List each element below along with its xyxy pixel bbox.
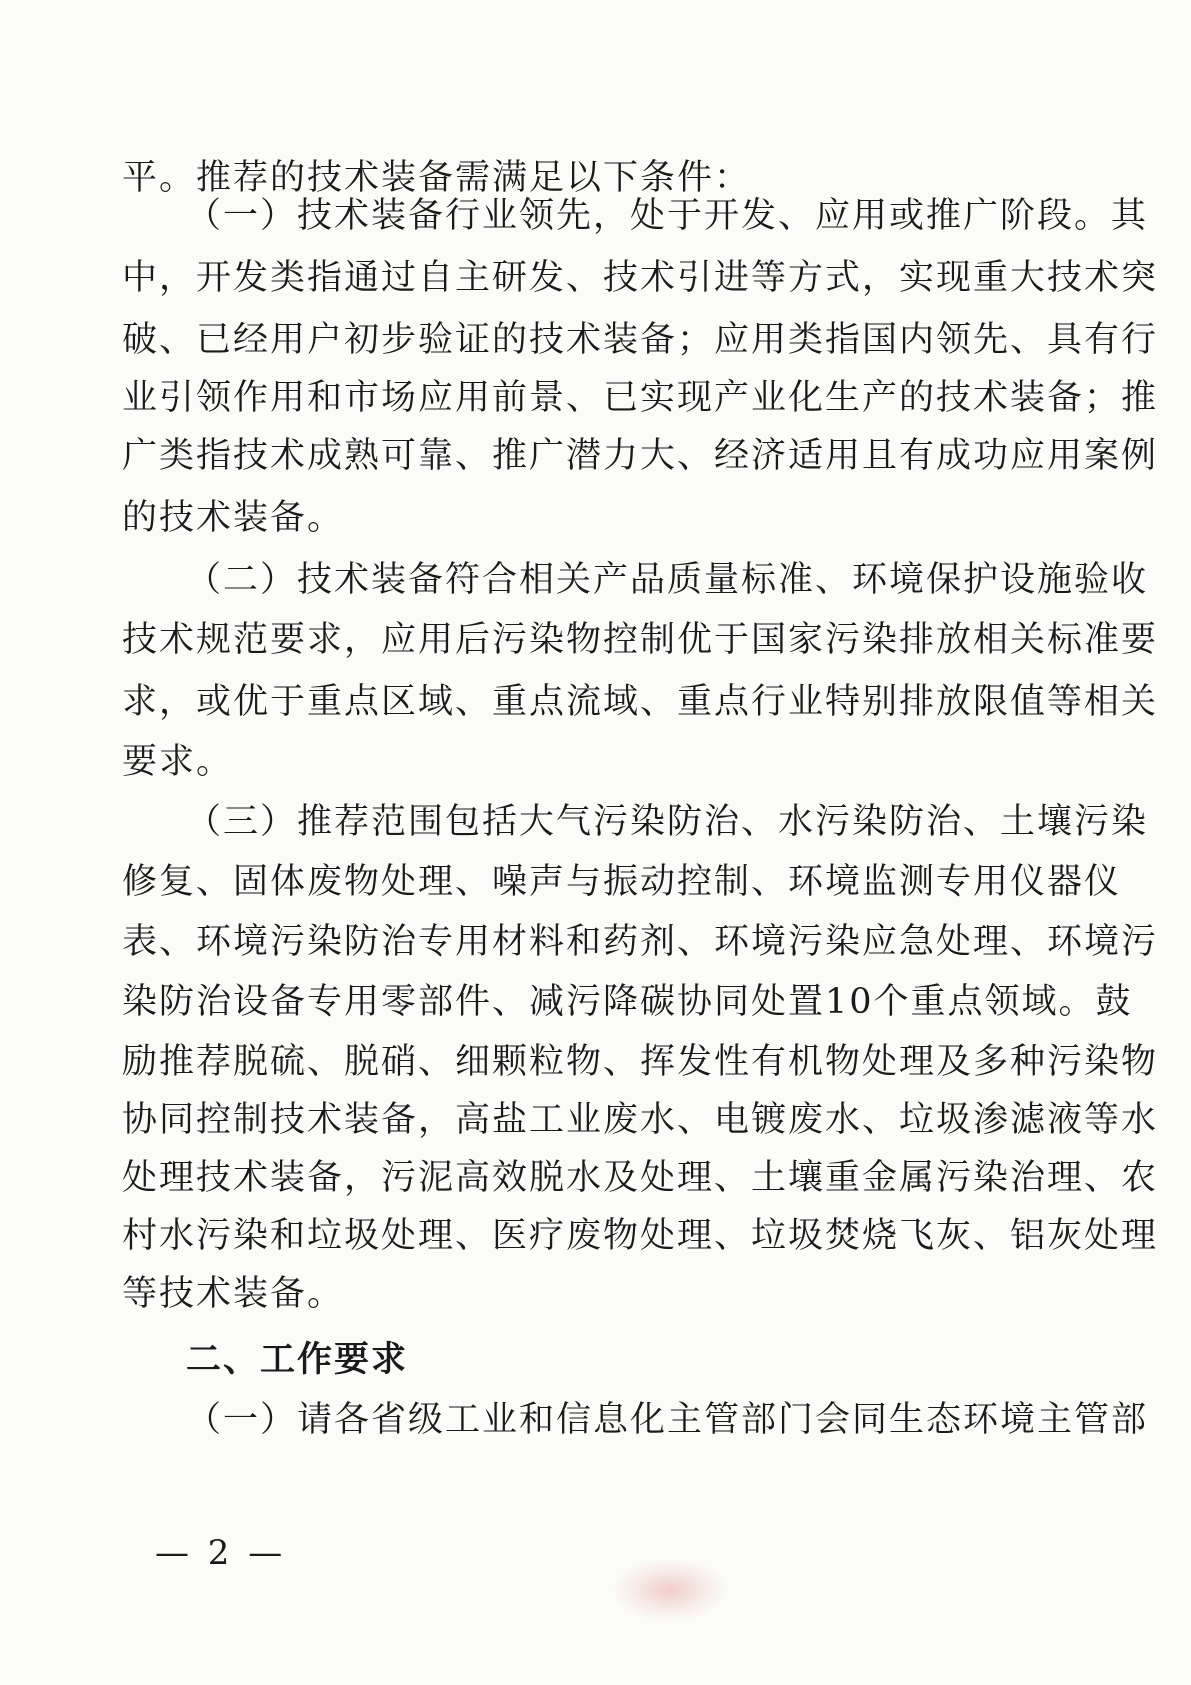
text-line: 等技术装备。: [122, 1274, 345, 1314]
paragraph-three-start: （三）推荐范围包括大气污染防治、水污染防治、土壤污染: [186, 802, 1149, 842]
text-line: 励推荐脱硫、脱硝、细颗粒物、挥发性有机物处理及多种污染物: [122, 1042, 1159, 1082]
text-line: 的技术装备。: [122, 498, 345, 538]
page-number: — 2 —: [155, 1533, 287, 1573]
text-line: 中，开发类指通过自主研发、技术引进等方式，实现重大技术突: [122, 258, 1159, 298]
text-line: 破、已经用户初步验证的技术装备；应用类指国内领先、具有行: [122, 320, 1159, 360]
paragraph-one-start: （一）技术装备行业领先，处于开发、应用或推广阶段。其: [186, 196, 1149, 236]
text-line: 协同控制技术装备，高盐工业废水、电镀废水、垃圾渗滤液等水: [122, 1100, 1159, 1140]
text-line: 广类指技术成熟可靠、推广潜力大、经济适用且有成功应用案例: [122, 436, 1159, 476]
text-line: 表、环境污染防治专用材料和药剂、环境污染应急处理、环境污: [122, 922, 1159, 962]
paragraph-two-start: （二）技术装备符合相关产品质量标准、环境保护设施验收: [186, 560, 1149, 600]
text-line: 平。推荐的技术装备需满足以下条件：: [122, 158, 752, 198]
text-line: 技术规范要求，应用后污染物控制优于国家污染排放相关标准要: [122, 620, 1159, 660]
text-line: 要求。: [122, 742, 234, 782]
paragraph-four-start: （一）请各省级工业和信息化主管部门会同生态环境主管部: [186, 1400, 1149, 1440]
text-line: 村水污染和垃圾处理、医疗废物处理、垃圾焚烧飞灰、铝灰处理: [122, 1216, 1159, 1256]
text-line: 业引领作用和市场应用前景、已实现产业化生产的技术装备；推: [122, 378, 1159, 418]
section-heading: 二、工作要求: [186, 1340, 409, 1380]
text-line: 染防治设备专用零部件、减污降碳协同处置10个重点领域。鼓: [122, 982, 1133, 1022]
text-line: 处理技术装备，污泥高效脱水及处理、土壤重金属污染治理、农: [122, 1158, 1159, 1198]
seal-stamp-mark: [615, 1560, 725, 1620]
text-line: 修复、固体废物处理、噪声与振动控制、环境监测专用仪器仪: [122, 862, 1122, 902]
text-line: 求，或优于重点区域、重点流域、重点行业特别排放限值等相关: [122, 682, 1159, 722]
